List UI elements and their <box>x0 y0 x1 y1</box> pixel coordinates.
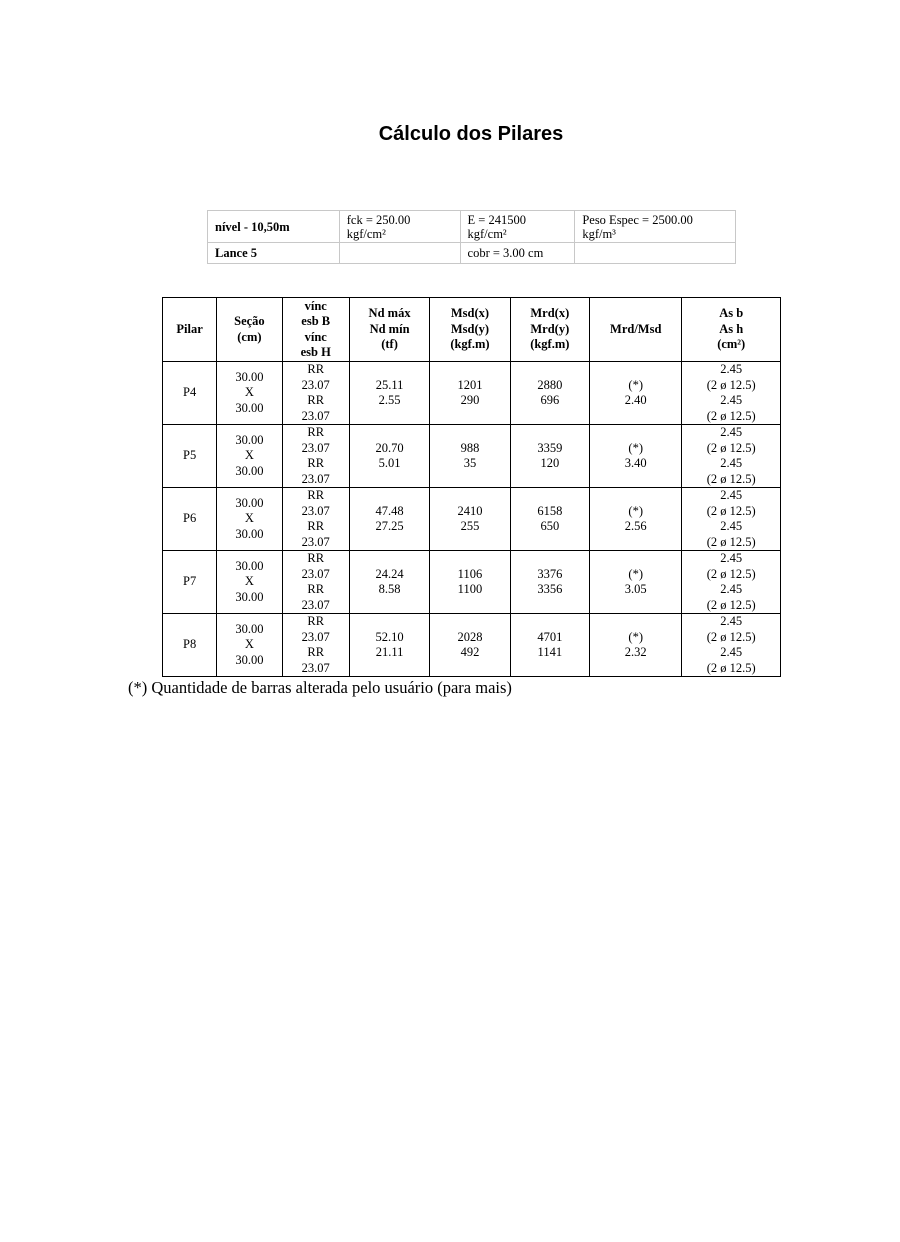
cell-line: (2 ø 12.5) <box>706 471 756 486</box>
cell-msd <box>430 614 510 677</box>
cell-line: 25.11 <box>375 377 404 392</box>
cell-line: X <box>244 385 254 400</box>
cell-line: 2.45 <box>720 425 743 439</box>
cell-mrd-msd-ratio <box>590 425 682 488</box>
cell-line: (*) <box>628 503 643 518</box>
cell-nd <box>349 551 429 614</box>
table-row <box>163 362 781 425</box>
cell-line: (*) <box>628 566 643 581</box>
cover-cell <box>460 243 575 264</box>
cell-line: 2.32 <box>624 645 647 659</box>
header-line: Seção <box>234 314 265 328</box>
header-mrd-msd-ratio <box>590 298 682 362</box>
cell-line: 2.45 <box>720 582 743 596</box>
cell-line: 23.07 <box>301 534 330 549</box>
cell-line: 2410 <box>457 503 483 518</box>
header-line: As h <box>719 321 744 336</box>
cell-reinforcement <box>682 362 781 425</box>
cell-section <box>217 425 282 488</box>
cell-nd <box>349 614 429 677</box>
header-mrd <box>510 298 589 362</box>
cell-line: X <box>244 574 254 589</box>
cell-line: 47.48 <box>375 503 404 518</box>
cell-line: 2.45 <box>720 456 743 470</box>
cell-line: 5.01 <box>378 456 401 470</box>
cell-linkage-slenderness <box>282 425 349 488</box>
cell-line: 21.11 <box>375 645 404 659</box>
cell-line: X <box>244 448 254 463</box>
cell-line: RR <box>307 456 325 470</box>
header-msd <box>430 298 510 362</box>
empty-cell <box>339 243 460 264</box>
cell-line: 30.00 <box>235 589 264 604</box>
header-line: Mrd(x) <box>530 306 570 321</box>
cell-line: 24.24 <box>375 566 404 581</box>
cell-line: 2880 <box>537 377 563 392</box>
cell-line: 30.00 <box>235 652 264 667</box>
cell-line: 2.45 <box>720 519 743 533</box>
header-line: (tf) <box>381 337 398 352</box>
header-line: esb B <box>301 314 331 328</box>
cell-line: 23.07 <box>301 660 330 675</box>
cell-line: P8 <box>183 637 197 652</box>
cell-line: 2.40 <box>624 393 647 407</box>
cell-pilar <box>163 362 217 425</box>
cell-line: 4701 <box>537 629 563 644</box>
cell-reinforcement <box>682 551 781 614</box>
table-header-row <box>163 298 781 362</box>
cell-line: 30.00 <box>235 432 264 447</box>
cell-line: 20.70 <box>375 440 404 455</box>
cell-section <box>217 362 282 425</box>
fck-value: fck = 250.00 <box>346 212 411 227</box>
cell-line: 30.00 <box>235 558 264 573</box>
fck-cell <box>339 211 460 243</box>
cell-line: 1106 <box>457 566 483 581</box>
cell-line: (2 ø 12.5) <box>706 440 756 455</box>
cell-line: 27.25 <box>375 519 404 533</box>
cell-line: RR <box>307 582 325 596</box>
header-line: Nd mín <box>369 321 410 336</box>
cell-line: 492 <box>460 645 480 659</box>
cell-line: (2 ø 12.5) <box>706 503 756 518</box>
cell-line: 696 <box>540 393 560 407</box>
lance-label: Lance 5 <box>215 246 258 260</box>
header-line: Msd(x) <box>450 306 490 321</box>
cell-mrd-msd-ratio <box>590 614 682 677</box>
cell-line: 30.00 <box>235 400 264 415</box>
cell-mrd <box>510 488 589 551</box>
cell-line: 52.10 <box>375 629 404 644</box>
cell-line: 8.58 <box>378 582 401 596</box>
parameters-row <box>208 211 736 243</box>
cell-mrd-msd-ratio <box>590 488 682 551</box>
header-line: vínc <box>304 298 327 313</box>
cell-line: RR <box>307 614 325 628</box>
cell-line: 1100 <box>457 582 483 596</box>
cell-line: RR <box>307 425 325 439</box>
cell-line: 23.07 <box>301 566 330 581</box>
table-body <box>163 362 781 677</box>
cell-reinforcement <box>682 425 781 488</box>
cell-section <box>217 614 282 677</box>
cell-line: 2028 <box>457 629 483 644</box>
cell-line: 3356 <box>537 582 563 596</box>
cell-line: 23.07 <box>301 503 330 518</box>
lance-cell <box>208 243 340 264</box>
cell-mrd-msd-ratio <box>590 362 682 425</box>
cell-line: 2.45 <box>720 645 743 659</box>
cell-line: RR <box>307 393 325 407</box>
header-line: Mrd/Msd <box>610 321 662 336</box>
table-row <box>163 614 781 677</box>
cell-line: P6 <box>183 511 197 526</box>
specific-weight-cell <box>575 211 736 243</box>
cell-msd <box>430 551 510 614</box>
header-line: Mrd(y) <box>530 321 570 336</box>
parameters-table <box>207 210 736 264</box>
cell-line: 2.45 <box>720 488 743 502</box>
cell-linkage-slenderness <box>282 362 349 425</box>
cell-line: 23.07 <box>301 440 330 455</box>
table-row <box>163 551 781 614</box>
header-pilar <box>163 298 217 362</box>
cell-line: (*) <box>628 629 643 644</box>
cell-line: (2 ø 12.5) <box>706 629 756 644</box>
specific-weight-unit: kgf/m³ <box>582 226 616 241</box>
cell-line: (2 ø 12.5) <box>706 534 756 549</box>
header-line: Pilar <box>176 321 203 336</box>
cell-line: RR <box>307 551 325 565</box>
header-line: (cm) <box>237 329 262 344</box>
cell-line: 2.56 <box>624 519 647 533</box>
cell-line: 30.00 <box>235 463 264 478</box>
cell-linkage-slenderness <box>282 551 349 614</box>
cell-line: 30.00 <box>235 621 264 636</box>
cell-nd <box>349 488 429 551</box>
cell-line: RR <box>307 645 325 659</box>
cell-line: 23.07 <box>301 597 330 612</box>
table-row <box>163 425 781 488</box>
header-line: As b <box>719 306 744 321</box>
header-line: (kgf.m) <box>450 337 490 352</box>
level-cell <box>208 211 340 243</box>
cell-line: RR <box>307 519 325 533</box>
cell-line: 2.55 <box>378 393 401 407</box>
cell-line: 650 <box>540 519 560 533</box>
cell-line: X <box>244 511 254 526</box>
cell-line: (*) <box>628 440 643 455</box>
cell-line: 2.45 <box>720 551 743 565</box>
columns-table <box>162 297 781 677</box>
specific-weight-value: Peso Espec = 2500.00 <box>582 212 693 227</box>
header-line: (kgf.m) <box>530 337 570 352</box>
cover-value: cobr = 3.00 cm <box>467 246 544 260</box>
cell-pilar <box>163 425 217 488</box>
cell-section <box>217 488 282 551</box>
cell-line: 3.05 <box>624 582 647 596</box>
cell-line: 255 <box>460 519 480 533</box>
cell-line: (2 ø 12.5) <box>706 408 756 423</box>
cell-line: 988 <box>460 440 480 455</box>
cell-linkage-slenderness <box>282 488 349 551</box>
cell-pilar <box>163 614 217 677</box>
cell-line: RR <box>307 362 325 376</box>
cell-line: 120 <box>540 456 560 470</box>
cell-line: 35 <box>463 456 477 470</box>
cell-line: 290 <box>460 393 480 407</box>
header-line: Nd máx <box>368 306 411 321</box>
cell-line: 30.00 <box>235 495 264 510</box>
cell-line: 3.40 <box>624 456 647 470</box>
cell-linkage-slenderness <box>282 614 349 677</box>
cell-line: 23.07 <box>301 408 330 423</box>
cell-line: P7 <box>183 574 197 589</box>
cell-msd <box>430 488 510 551</box>
header-line: (cm²) <box>717 337 746 352</box>
cell-line: (*) <box>628 377 643 392</box>
header-section <box>217 298 282 362</box>
cell-line: 2.45 <box>720 362 743 376</box>
cell-line: (2 ø 12.5) <box>706 597 756 612</box>
cell-mrd <box>510 614 589 677</box>
cell-mrd <box>510 425 589 488</box>
cell-mrd <box>510 362 589 425</box>
header-line: Msd(y) <box>450 321 490 336</box>
cell-pilar <box>163 551 217 614</box>
cell-pilar <box>163 488 217 551</box>
cell-line: 23.07 <box>301 377 330 392</box>
empty-cell <box>575 243 736 264</box>
table-row <box>163 488 781 551</box>
cell-line: P4 <box>183 385 197 400</box>
cell-line: (2 ø 12.5) <box>706 660 756 675</box>
cell-nd <box>349 362 429 425</box>
header-line: esb H <box>300 345 331 359</box>
cell-line: 23.07 <box>301 471 330 486</box>
footnote: (*) Quantidade de barras alterada pelo usuário (para mais) <box>128 678 512 697</box>
cell-line: 1201 <box>457 377 483 392</box>
cell-line: 3359 <box>537 440 563 455</box>
cell-nd <box>349 425 429 488</box>
cell-line: 6158 <box>537 503 563 518</box>
cell-line: (2 ø 12.5) <box>706 566 756 581</box>
elastic-modulus-cell <box>460 211 575 243</box>
cell-line: 23.07 <box>301 629 330 644</box>
parameters-row <box>208 243 736 264</box>
cell-line: 1141 <box>537 645 563 659</box>
header-linkage-slenderness <box>282 298 349 362</box>
cell-line: (2 ø 12.5) <box>706 377 756 392</box>
cell-msd <box>430 362 510 425</box>
page-title: Cálculo dos Pilares <box>378 123 564 145</box>
header-line: vínc <box>304 329 327 344</box>
fck-unit: kgf/cm² <box>346 226 386 241</box>
header-reinforcement <box>682 298 781 362</box>
cell-line: 30.00 <box>235 369 264 384</box>
cell-line: P5 <box>183 448 197 463</box>
cell-line: 2.45 <box>720 614 743 628</box>
cell-msd <box>430 425 510 488</box>
elastic-modulus-value: E = 241500 <box>467 212 526 227</box>
cell-section <box>217 551 282 614</box>
cell-line: RR <box>307 488 325 502</box>
cell-line: X <box>244 637 254 652</box>
cell-mrd <box>510 551 589 614</box>
cell-line: 3376 <box>537 566 563 581</box>
cell-reinforcement <box>682 488 781 551</box>
cell-line: 30.00 <box>235 526 264 541</box>
cell-line: 2.45 <box>720 393 743 407</box>
elastic-modulus-unit: kgf/cm² <box>467 226 507 241</box>
header-nd <box>349 298 429 362</box>
cell-reinforcement <box>682 614 781 677</box>
level-label: nível - 10,50m <box>215 219 290 234</box>
cell-mrd-msd-ratio <box>590 551 682 614</box>
